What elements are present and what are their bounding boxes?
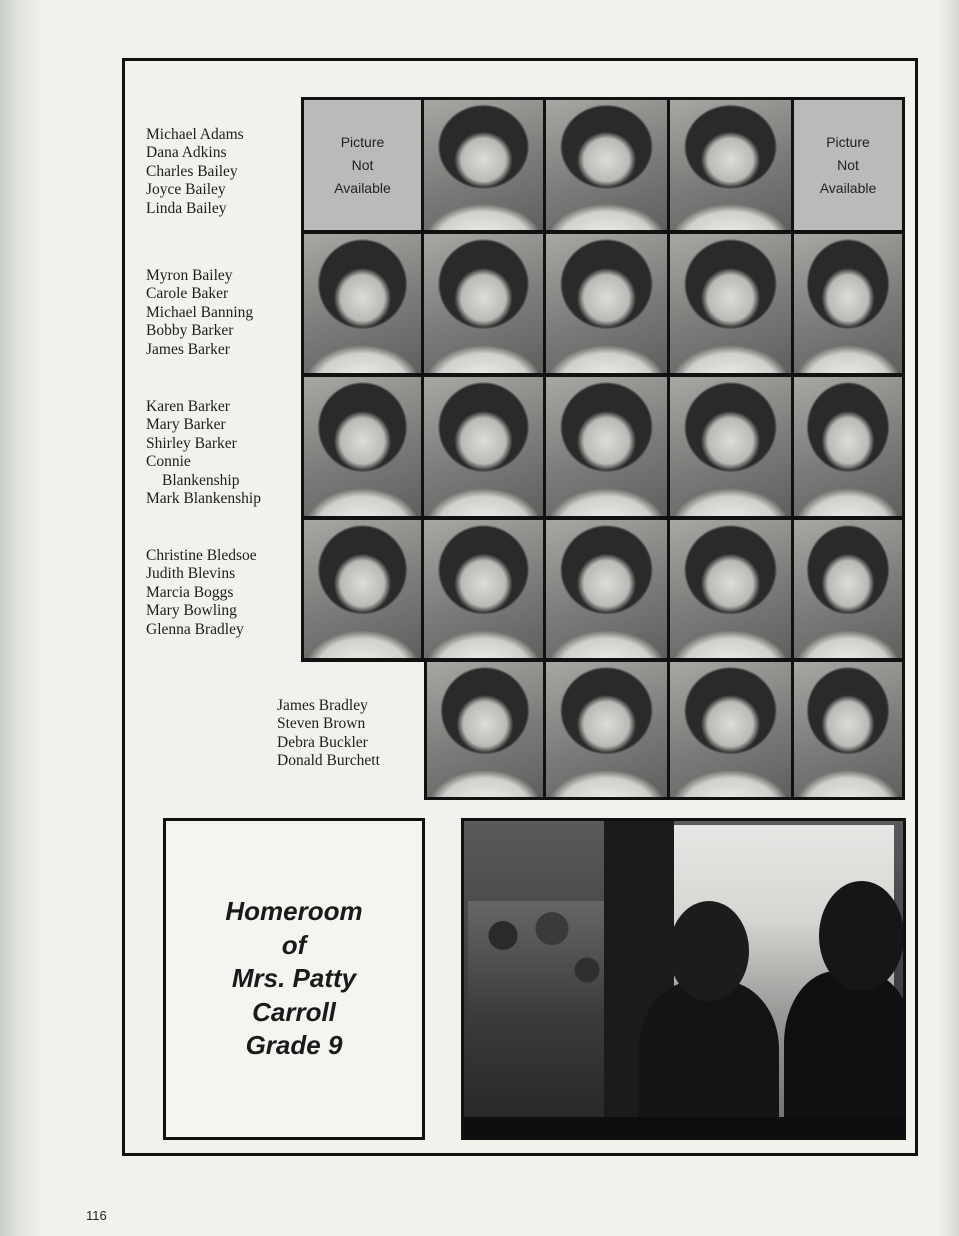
na-line: Picture — [340, 133, 385, 150]
student-portrait — [424, 234, 543, 373]
person-silhouette-head — [669, 901, 749, 1001]
student-portrait — [670, 234, 791, 373]
name-list-row-1 — [146, 126, 244, 218]
student-portrait — [424, 100, 543, 230]
name-list-row-4 — [146, 547, 257, 639]
title-line: Grade 9 — [245, 1030, 343, 1061]
student-name: Michael Adams — [146, 126, 244, 143]
student-portrait — [546, 662, 667, 797]
student-name: Bobby Barker — [146, 322, 234, 340]
student-name: Joyce Bailey — [146, 181, 226, 199]
student-name: Debra Buckler — [277, 733, 368, 751]
page-number: 116 — [86, 1208, 107, 1223]
student-portrait — [546, 520, 667, 658]
name-list-row-5 — [277, 697, 380, 771]
student-name: Donald Burchett — [277, 752, 380, 770]
book-binding — [0, 0, 40, 1236]
student-name: Christine Bledsoe — [146, 547, 257, 564]
name-list-row-2 — [146, 267, 253, 359]
student-portrait — [424, 377, 543, 516]
name-list-row-3 — [146, 398, 261, 508]
student-name: Dana Adkins — [146, 144, 227, 162]
student-portrait — [304, 377, 421, 516]
student-name: Mark Blankenship — [146, 490, 261, 508]
student-portrait — [794, 520, 902, 658]
student-portrait — [670, 520, 791, 658]
student-name: James Bradley — [277, 697, 368, 714]
student-name: Carole Baker — [146, 285, 229, 303]
person-silhouette-head — [819, 881, 904, 991]
homeroom-title-box — [163, 818, 425, 1140]
student-portrait — [794, 234, 902, 373]
student-name: Mary Barker — [146, 416, 226, 434]
student-portrait — [794, 662, 902, 797]
title-line: Homeroom — [225, 896, 363, 927]
student-portrait — [670, 377, 791, 516]
student-name: Michael Banning — [146, 303, 254, 321]
na-line: Not — [837, 156, 859, 173]
student-name: Glenna Bradley — [146, 620, 244, 638]
student-name: Charles Bailey — [146, 162, 238, 180]
student-portrait — [546, 377, 667, 516]
student-portrait — [546, 100, 667, 230]
na-line: Not — [351, 156, 374, 173]
student-portrait — [427, 662, 543, 797]
student-portrait — [546, 234, 667, 373]
student-name: Myron Bailey — [146, 267, 233, 284]
picture-not-available — [304, 100, 421, 230]
person-silhouette — [784, 971, 906, 1140]
student-name: Karen Barker — [146, 398, 230, 415]
student-name: Mary Bowling — [146, 602, 237, 620]
student-portrait — [670, 662, 791, 797]
student-portrait — [424, 520, 543, 658]
student-name: Marcia Boggs — [146, 583, 234, 601]
student-name-continued: Blankenship — [162, 471, 240, 489]
title-line: Mrs. Patty — [231, 963, 357, 994]
student-portrait — [304, 234, 421, 373]
na-line: Available — [334, 179, 391, 196]
candid-hallway-photo — [461, 818, 906, 1140]
window-sill — [464, 1117, 906, 1140]
page-edge — [937, 0, 959, 1236]
title-line: Carroll — [252, 996, 336, 1027]
student-name: Judith Blevins — [146, 565, 236, 583]
student-name: Shirley Barker — [146, 434, 237, 452]
na-line: Available — [819, 179, 877, 196]
student-name: James Barker — [146, 340, 230, 358]
picture-not-available — [794, 100, 902, 230]
student-portrait — [304, 520, 421, 658]
student-name: Steven Brown — [277, 715, 366, 733]
na-line: Picture — [826, 133, 870, 150]
student-name: Linda Bailey — [146, 199, 227, 217]
title-line: of — [281, 929, 307, 960]
student-portrait — [794, 377, 902, 516]
student-portrait — [670, 100, 791, 230]
student-name: Connie — [146, 453, 191, 471]
crowd-silhouettes — [468, 901, 608, 1131]
